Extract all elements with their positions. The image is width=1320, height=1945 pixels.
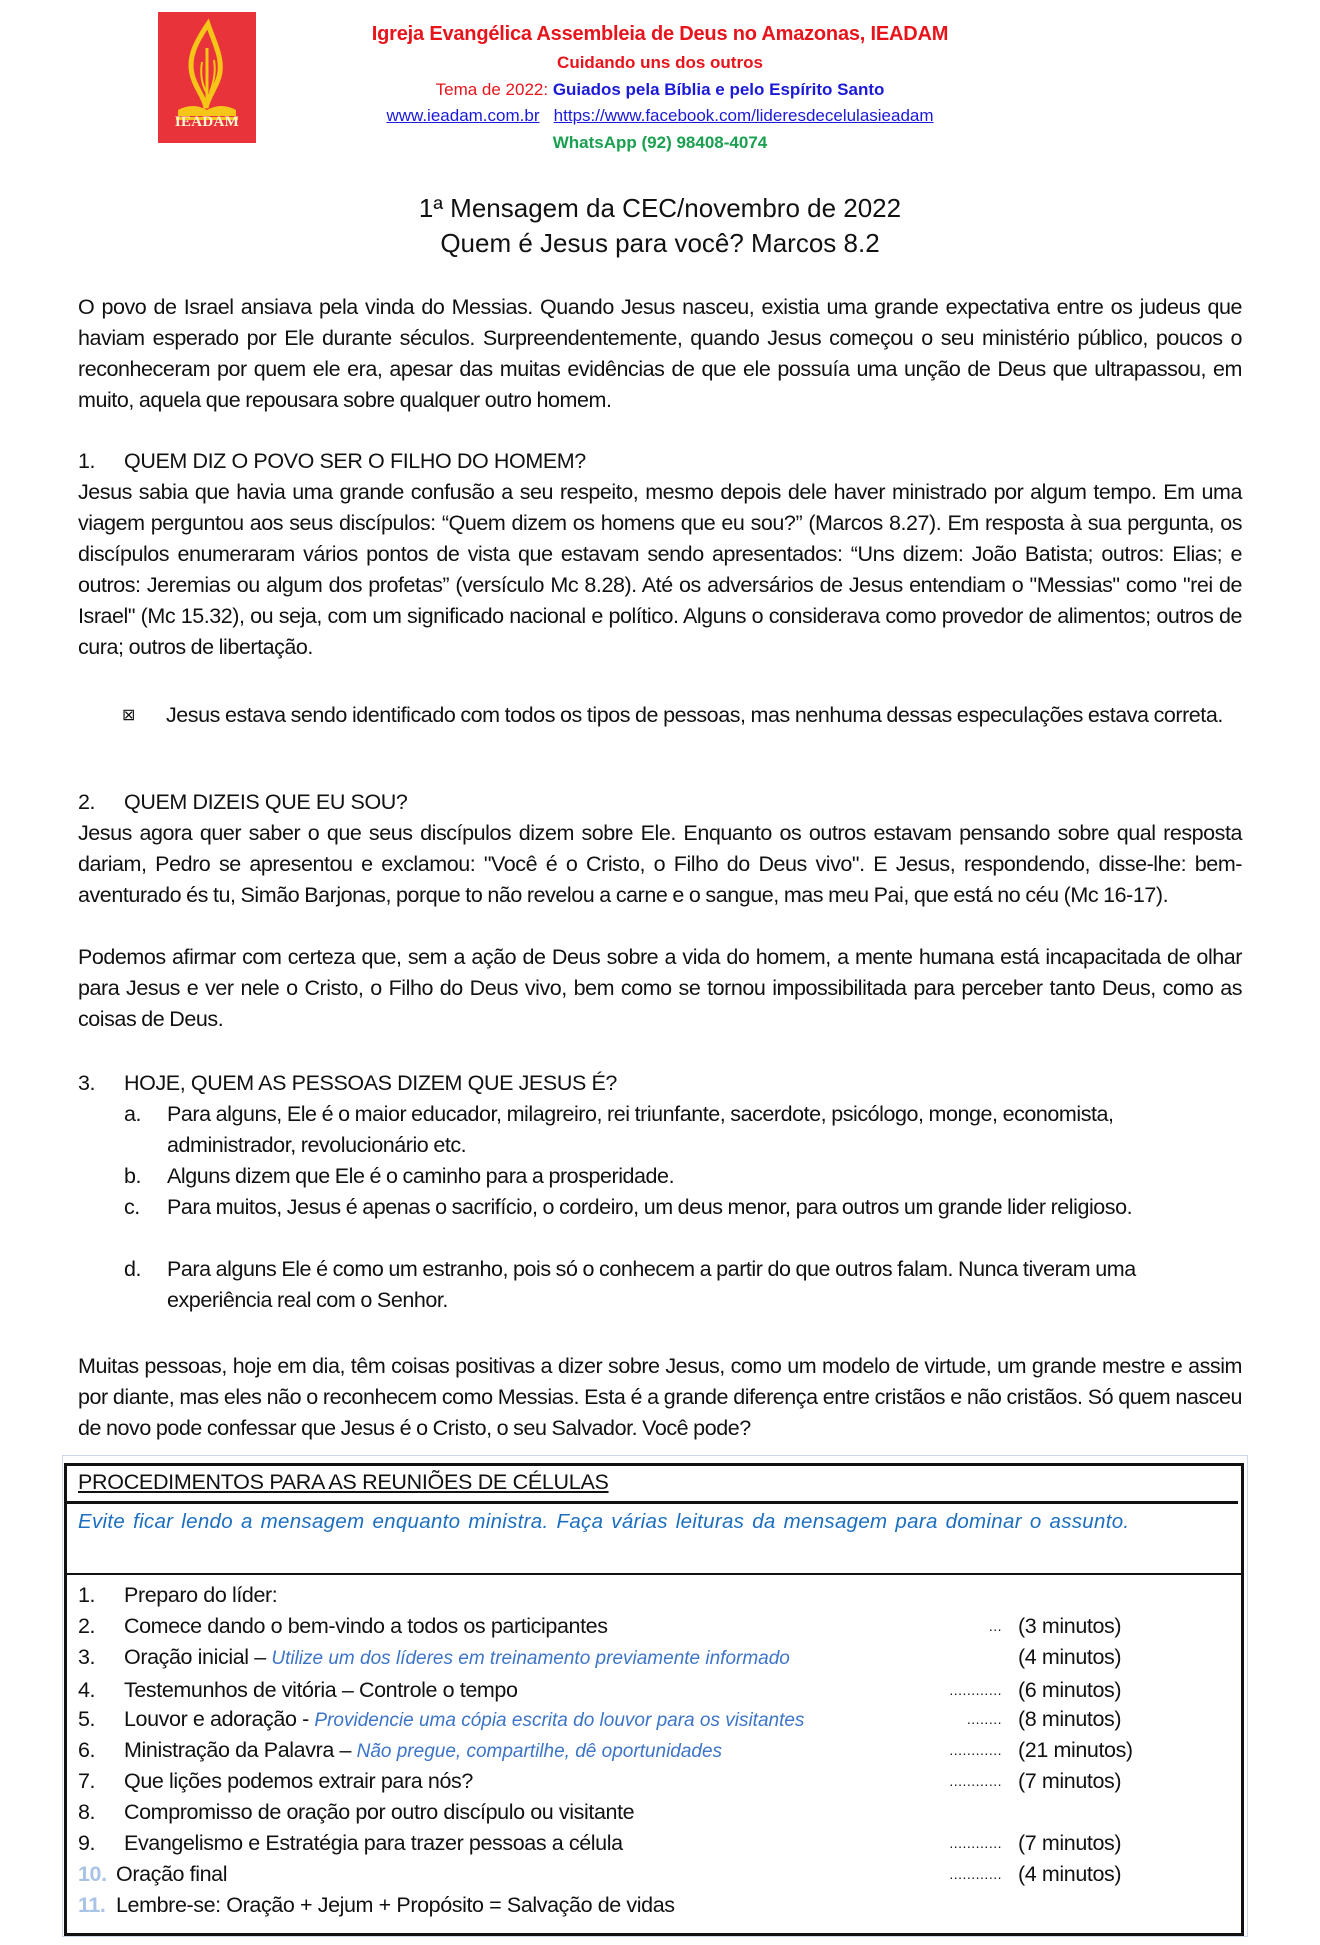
item-text: Alguns dizem que Ele é o caminho para a prosperidade. bbox=[167, 1164, 675, 1188]
facebook-link[interactable]: https://www.facebook.com/lideresdecelulasieadam bbox=[553, 106, 934, 125]
leader-dots: ... bbox=[988, 1618, 1002, 1634]
item-duration: (8 minutos) bbox=[1018, 1707, 1122, 1731]
item-number: 10. bbox=[78, 1862, 107, 1886]
procedure-item bbox=[78, 1859, 1238, 1890]
section-2-paragraph: Jesus agora quer saber o que seus discípulos dizem sobre Ele. Enquanto os outros estavam pensando sobre qual resposta dariam, Pedro se apresentou e exclamou: "Você é o Cristo, o Filho do Deus vivo". E Jesus, respondendo, disse-lhe: bem-aventurado és tu, Simão Barjonas, porque to não revelou a carne e o sangue, mas meu Pai, que está no céu (Mc 16-17). bbox=[78, 821, 1242, 907]
item-label: Comece dando o bem-vindo a todos os participantes bbox=[124, 1614, 608, 1638]
item-duration: (4 minutos) bbox=[1018, 1862, 1122, 1886]
item-text bbox=[124, 1642, 790, 1674]
item-text bbox=[124, 1611, 608, 1643]
item-letter: c. bbox=[124, 1195, 140, 1219]
item-text bbox=[124, 1828, 623, 1860]
item-number: 1. bbox=[78, 1583, 96, 1607]
item-letter: a. bbox=[124, 1102, 142, 1126]
item-label: Que lições podemos extrair para nós? bbox=[124, 1769, 473, 1793]
item-hint: Providencie uma cópia escrita do louvor para os visitantes bbox=[314, 1710, 805, 1731]
item-text bbox=[124, 1797, 634, 1829]
whatsapp-contact: WhatsApp (92) 98408-4074 bbox=[552, 133, 768, 152]
missing-glyph-bullet-icon: ⊠ bbox=[122, 707, 135, 724]
section-2-heading bbox=[78, 787, 408, 818]
theme-label: Tema de 2022: bbox=[435, 80, 549, 99]
procedure-item bbox=[78, 1580, 1238, 1611]
item-label: Oração final bbox=[116, 1862, 228, 1886]
item-number: 3. bbox=[78, 1645, 96, 1669]
procedure-item bbox=[78, 1675, 1238, 1706]
item-text: Para alguns Ele é como um estranho, pois só o conhecem a partir do que outros falam. Nunca tiveram uma experiência real com o Senhor. bbox=[167, 1257, 1136, 1312]
item-text bbox=[116, 1890, 675, 1922]
leader-dots: ............ bbox=[949, 1835, 1002, 1851]
section-title: HOJE, QUEM AS PESSOAS DIZEM QUE JESUS É? bbox=[124, 1071, 617, 1095]
church-name: Igreja Evangélica Assembleia de Deus no Amazonas, IEADAM bbox=[371, 23, 949, 45]
procedure-item bbox=[78, 1642, 1238, 1673]
item-number: 9. bbox=[78, 1831, 96, 1855]
item-label: Ministração da Palavra – bbox=[124, 1738, 357, 1762]
procedures-note: Evite ficar lendo a mensagem enquanto ministra. Faça várias leituras da mensagem para dominar o assunto. bbox=[78, 1510, 1130, 1533]
item-text: Para alguns, Ele é o maior educador, milagreiro, rei triunfante, sacerdote, psicólogo, monge, economista, administrador, revolucionário etc. bbox=[167, 1102, 1114, 1157]
item-text bbox=[116, 1859, 227, 1891]
leader-dots: ............ bbox=[949, 1742, 1002, 1758]
procedure-item bbox=[78, 1797, 1238, 1828]
procedures-header bbox=[64, 1466, 1238, 1504]
section-3-heading bbox=[78, 1068, 617, 1099]
item-letter: b. bbox=[124, 1164, 142, 1188]
item-label: Preparo do líder: bbox=[124, 1583, 278, 1607]
item-text bbox=[124, 1675, 518, 1707]
item-number: 5. bbox=[78, 1707, 96, 1731]
item-duration: (7 minutos) bbox=[1018, 1769, 1122, 1793]
item-text bbox=[124, 1704, 804, 1736]
item-number: 11. bbox=[78, 1893, 106, 1917]
item-number: 2. bbox=[78, 1614, 96, 1638]
links-line bbox=[300, 106, 1020, 126]
item-text bbox=[124, 1580, 277, 1612]
conclusion-paragraph: Muitas pessoas, hoje em dia, têm coisas positivas a dizer sobre Jesus, como um modelo de virtude, um grande mestre e assim por diante, mas eles não o reconhecem como Messias. Esta é a grande diferença entre cristãos e não cristãos. Só quem nasceu de novo pode confessar que Jesus é o Cristo, o seu Salvador. Você pode? bbox=[78, 1354, 1242, 1440]
item-letter: d. bbox=[124, 1257, 142, 1281]
list-item bbox=[124, 1254, 1224, 1316]
item-label: Oração inicial – bbox=[124, 1645, 272, 1669]
item-duration: (4 minutos) bbox=[1018, 1645, 1122, 1669]
item-number: 8. bbox=[78, 1800, 96, 1824]
list-item bbox=[124, 1192, 1224, 1223]
procedure-item bbox=[78, 1890, 1238, 1921]
divider bbox=[64, 1573, 1244, 1575]
intro-paragraph: O povo de Israel ansiava pela vinda do Messias. Quando Jesus nasceu, existia uma grande expectativa entre os judeus que haviam esperado por Ele durante séculos. Surpreendentemente, quando Jesus começou o seu ministério público, poucos o reconheceram por quem ele era, apesar das muitas evidências de que ele possuía uma unção de Deus que ultrapassou, em muito, aquela que repousara sobre qualquer outro homem. bbox=[78, 295, 1242, 412]
item-label: Compromisso de oração por outro discípulo ou visitante bbox=[124, 1800, 635, 1824]
section-1-heading bbox=[78, 446, 586, 477]
procedure-item bbox=[78, 1766, 1238, 1797]
item-hint: Não pregue, compartilhe, dê oportunidades bbox=[356, 1741, 723, 1762]
section-number: 3. bbox=[78, 1071, 96, 1095]
section-number: 2. bbox=[78, 790, 96, 814]
procedure-item bbox=[78, 1735, 1238, 1766]
section-title: QUEM DIZEIS QUE EU SOU? bbox=[124, 790, 408, 814]
procedures-title: PROCEDIMENTOS PARA AS REUNIÕES DE CÉLULAS bbox=[78, 1470, 609, 1494]
section-title: QUEM DIZ O POVO SER O FILHO DO HOMEM? bbox=[124, 449, 586, 473]
theme-value: Guiados pela Bíblia e pelo Espírito Santo bbox=[552, 80, 885, 99]
item-text: Para muitos, Jesus é apenas o sacrifício, o cordeiro, um deus menor, para outros um grande lider religioso. bbox=[167, 1195, 1133, 1219]
bullet-text: Jesus estava sendo identificado com todos os tipos de pessoas, mas nenhuma dessas especulações estava correta. bbox=[166, 703, 1223, 727]
item-number: 7. bbox=[78, 1769, 96, 1793]
item-duration: (21 minutos) bbox=[1018, 1738, 1133, 1762]
item-duration: (3 minutos) bbox=[1018, 1614, 1122, 1638]
website-link[interactable]: www.ieadam.com.br bbox=[386, 106, 540, 125]
year-theme bbox=[300, 80, 1020, 100]
item-text bbox=[124, 1735, 722, 1767]
procedure-item bbox=[78, 1828, 1238, 1859]
leader-dots: ............ bbox=[949, 1682, 1002, 1698]
leader-dots: ............ bbox=[949, 1866, 1002, 1882]
section-2-paragraph-2: Podemos afirmar com certeza que, sem a ação de Deus sobre a vida do homem, a mente humana está incapacitada de olhar para Jesus e ver nele o Cristo, o Filho do Deus vivo, bem como se tornou impossibilitada para perceber tanto Deus, como as coisas de Deus. bbox=[78, 945, 1242, 1031]
leader-dots: ........ bbox=[966, 1711, 1002, 1727]
item-hint: Utilize um dos líderes em treinamento previamente informado bbox=[271, 1648, 790, 1669]
item-label: Louvor e adoração - bbox=[124, 1707, 315, 1731]
item-label: Testemunhos de vitória – Controle o tempo bbox=[124, 1678, 518, 1702]
procedure-item bbox=[78, 1611, 1238, 1642]
item-label: Lembre-se: Oração + Jejum + Propósito = Salvação de vidas bbox=[116, 1893, 675, 1917]
message-title: 1ª Mensagem da CEC/novembro de 2022 bbox=[418, 193, 902, 223]
ieadam-logo bbox=[158, 12, 256, 143]
leader-dots: ............ bbox=[949, 1773, 1002, 1789]
item-label: Evangelismo e Estratégia para trazer pessoas a célula bbox=[124, 1831, 623, 1855]
item-number: 6. bbox=[78, 1738, 96, 1762]
section-1-bullet bbox=[122, 700, 1242, 731]
section-1-paragraph: Jesus sabia que havia uma grande confusão a seu respeito, mesmo depois dele haver ministrado por algum tempo. Em uma viagem perguntou aos seus discípulos: “Quem dizem os homens que eu sou?” (Marcos 8.27). Em resposta à sua pergunta, os discípulos enumeraram vários pontos de vista que estavam sendo apresentados: “Uns dizem: João Batista; outros: Elias; e outros: Jeremias ou algum dos profetas” (versículo Mc 8.28). Até os adversários de Jesus entendiam o "Messias" como "rei de Israel" (Mc 15.32), ou seja, com um significado nacional e político. Alguns o considerava como provedor de alimentos; outros de cura; outros de libertação. bbox=[78, 480, 1242, 659]
section-number: 1. bbox=[78, 449, 96, 473]
item-duration: (6 minutos) bbox=[1018, 1678, 1122, 1702]
list-item bbox=[124, 1099, 1224, 1161]
message-subtitle: Quem é Jesus para você? Marcos 8.2 bbox=[440, 228, 880, 258]
item-text bbox=[124, 1766, 473, 1798]
list-item bbox=[124, 1161, 1224, 1192]
church-motto: Cuidando uns dos outros bbox=[557, 53, 763, 72]
item-duration: (7 minutos) bbox=[1018, 1831, 1122, 1855]
item-number: 4. bbox=[78, 1678, 96, 1702]
procedure-item bbox=[78, 1704, 1238, 1735]
logo-text: IEADAM bbox=[174, 114, 240, 130]
